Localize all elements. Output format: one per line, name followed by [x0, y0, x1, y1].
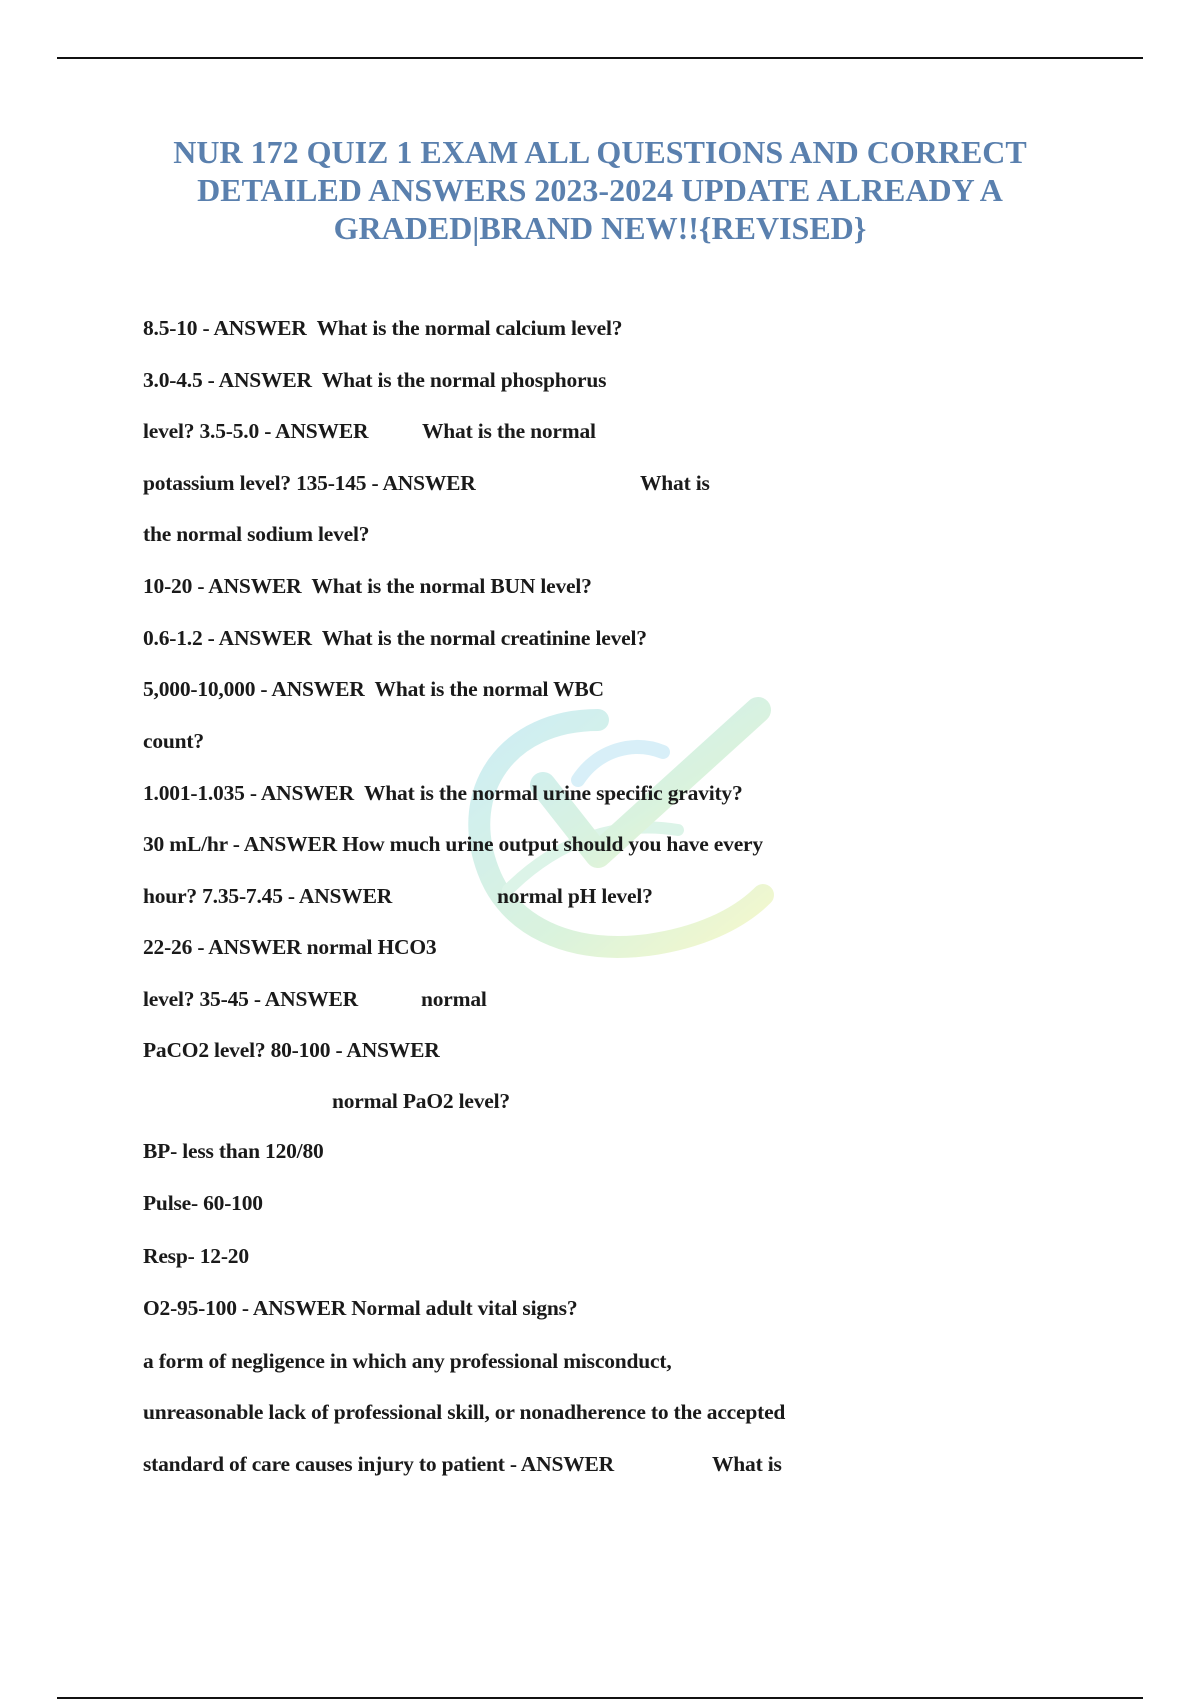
text-line: hour? 7.35-7.45 - ANSWER normal pH level?	[143, 884, 653, 908]
text-line: Pulse- 60-100	[143, 1191, 263, 1215]
text-line: O2-95-100 - ANSWER Normal adult vital signs?	[143, 1296, 578, 1320]
text-line: level? 35-45 - ANSWER normal	[143, 987, 487, 1011]
text-line: 0.6-1.2 - ANSWER What is the normal creatinine level?	[143, 626, 647, 650]
text-line: the normal sodium level?	[143, 522, 370, 546]
text-line: potassium level? 135-145 - ANSWER What is	[143, 471, 710, 495]
title-line-1: NUR 172 QUIZ 1 EXAM ALL QUESTIONS AND CORRECT	[173, 134, 1027, 170]
text-line: BP- less than 120/80	[143, 1139, 324, 1163]
text-line: Resp- 12-20	[143, 1244, 249, 1268]
text-line: 3.0-4.5 - ANSWER What is the normal phosphorus	[143, 368, 607, 392]
text-line: 5,000-10,000 - ANSWER What is the normal WBC	[143, 677, 604, 701]
text-line: unreasonable lack of professional skill, or nonadherence to the accepted	[143, 1400, 786, 1424]
document-title	[120, 133, 1080, 247]
title-line-2: DETAILED ANSWERS 2023-2024 UPDATE ALREADY A	[197, 172, 1003, 208]
text-line: a form of negligence in which any professional misconduct,	[143, 1349, 672, 1373]
title-line-3: GRADED|BRAND NEW!!{REVISED}	[333, 210, 867, 246]
text-line: 10-20 - ANSWER What is the normal BUN level?	[143, 574, 592, 598]
text-line: count?	[143, 729, 204, 753]
text-line: level? 3.5-5.0 - ANSWER What is the normal	[143, 419, 596, 443]
footer-rule	[57, 1697, 1143, 1699]
text-line: 1.001-1.035 - ANSWER What is the normal urine specific gravity?	[143, 781, 743, 805]
text-line: 30 mL/hr - ANSWER How much urine output should you have every	[143, 832, 763, 856]
text-line: standard of care causes injury to patient - ANSWER What is	[143, 1452, 782, 1476]
text-line: PaCO2 level? 80-100 - ANSWER	[143, 1038, 440, 1062]
text-line: 8.5-10 - ANSWER What is the normal calcium level?	[143, 316, 623, 340]
header-rule	[57, 57, 1143, 59]
text-line: 22-26 - ANSWER normal HCO3	[143, 935, 437, 959]
